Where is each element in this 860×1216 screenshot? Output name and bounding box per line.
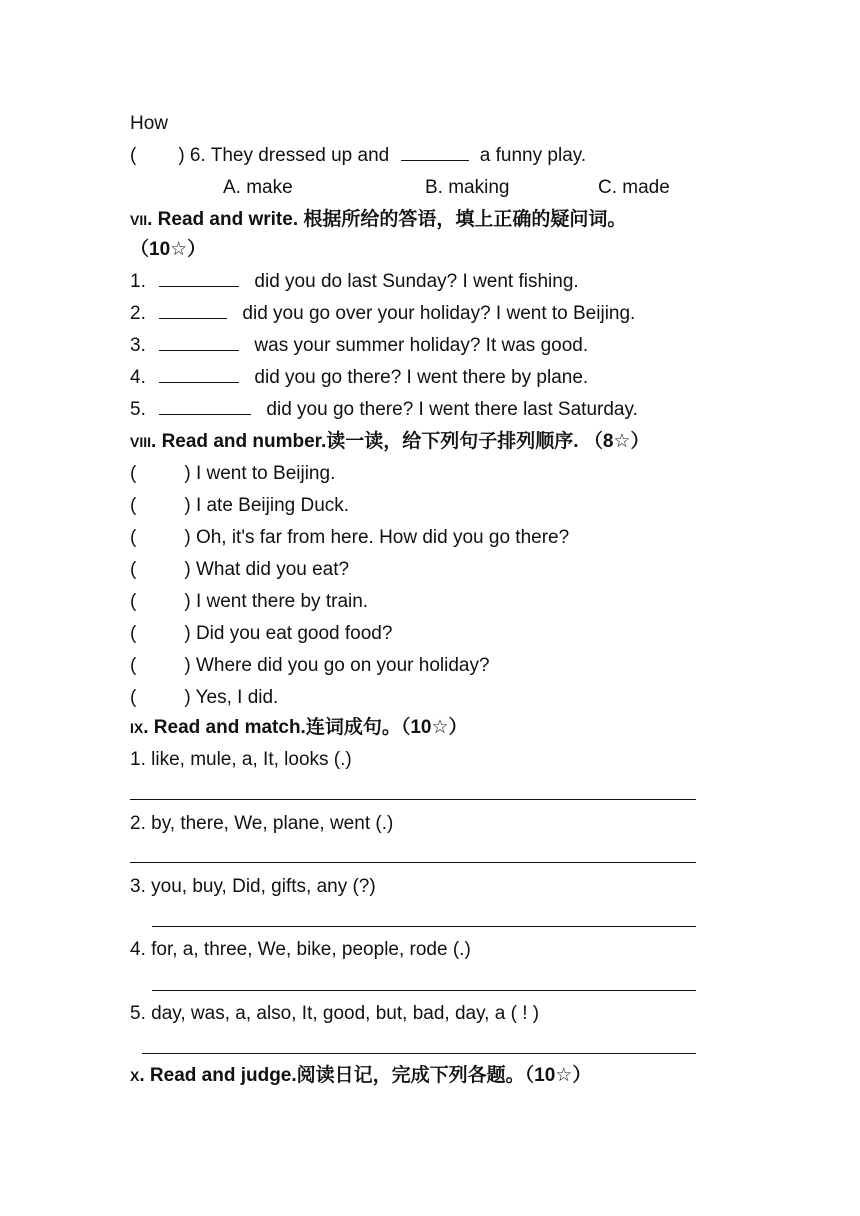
answer-line[interactable] bbox=[130, 799, 696, 800]
answer-blank[interactable] bbox=[159, 300, 227, 319]
answer-line[interactable] bbox=[142, 1053, 696, 1054]
section-8-score: （8☆） bbox=[583, 431, 650, 452]
section-9-heading: IX. Read and match.连词成句。（10☆） bbox=[130, 717, 468, 738]
question-6 bbox=[130, 140, 586, 172]
answer-line[interactable] bbox=[130, 862, 696, 863]
paren-open: ( bbox=[130, 145, 137, 166]
section-10-heading: X. Read and judge.阅读日记，完成下列各题。（10☆） bbox=[130, 1065, 592, 1086]
list-item: 5. did you go there? I went there last Saturday. bbox=[130, 394, 638, 426]
list-item: ( ) I went there by train. bbox=[130, 591, 369, 612]
section-10-score: （10☆） bbox=[524, 1065, 592, 1086]
section-8-heading: VIII. Read and number.读一读，给下列句子排列顺序. （8☆） bbox=[130, 431, 650, 452]
list-item: ( ) Where did you go on your holiday? bbox=[130, 655, 490, 676]
section-9-score: （10☆） bbox=[400, 717, 468, 738]
section-7-score: （10☆） bbox=[130, 239, 207, 260]
answer-blank[interactable] bbox=[159, 364, 239, 383]
answer-blank[interactable] bbox=[159, 268, 239, 287]
section-7-heading: VII. Read and write. 根据所给的答语，填上正确的疑问词。 bbox=[130, 209, 627, 230]
list-item: 1. like, mule, a, It, looks (.) bbox=[130, 749, 352, 770]
answer-line[interactable] bbox=[152, 926, 696, 927]
section-7-cn: 根据所给的答语，填上正确的疑问词。 bbox=[303, 209, 627, 230]
list-item: 4. for, a, three, We, bike, people, rode (.) bbox=[130, 939, 471, 960]
list-item: ( ) Did you eat good food? bbox=[130, 623, 393, 644]
question-6-text: ) 6. They dressed up and bbox=[178, 145, 390, 166]
question-6-after: a funny play. bbox=[479, 145, 587, 166]
answer-line[interactable] bbox=[152, 990, 696, 991]
option-c: C. made bbox=[598, 177, 670, 198]
list-item: 4. did you go there? I went there by plane. bbox=[130, 362, 588, 394]
text-fragment: How bbox=[130, 113, 169, 134]
list-item: 5. day, was, a, also, It, good, but, bad, day, a ( ! ) bbox=[130, 1003, 540, 1024]
list-item: 2. by, there, We, plane, went (.) bbox=[130, 813, 394, 834]
answer-blank[interactable] bbox=[159, 396, 251, 415]
answer-blank[interactable] bbox=[401, 142, 469, 161]
section-10-cn: 阅读日记，完成下列各题。 bbox=[296, 1065, 525, 1086]
list-item: ( ) Oh, it's far from here. How did you go there? bbox=[130, 527, 570, 548]
list-item: 3. was your summer holiday? It was good. bbox=[130, 330, 588, 362]
list-item: 2. did you go over your holiday? I went to Beijing. bbox=[130, 298, 635, 330]
section-9-cn: 连词成句。 bbox=[305, 717, 401, 738]
list-item: ( ) What did you eat? bbox=[130, 559, 350, 580]
answer-blank[interactable] bbox=[159, 332, 239, 351]
list-item: ( ) I ate Beijing Duck. bbox=[130, 495, 350, 516]
list-item: ( ) I went to Beijing. bbox=[130, 463, 336, 484]
list-item: 3. you, buy, Did, gifts, any (?) bbox=[130, 876, 376, 897]
option-a: A. make bbox=[223, 177, 293, 198]
section-8-cn: 读一读，给下列句子排列顺序. bbox=[326, 431, 579, 452]
list-item: 1. did you do last Sunday? I went fishing. bbox=[130, 266, 579, 298]
option-b: B. making bbox=[425, 177, 510, 198]
list-item: ( ) Yes, I did. bbox=[130, 687, 279, 708]
